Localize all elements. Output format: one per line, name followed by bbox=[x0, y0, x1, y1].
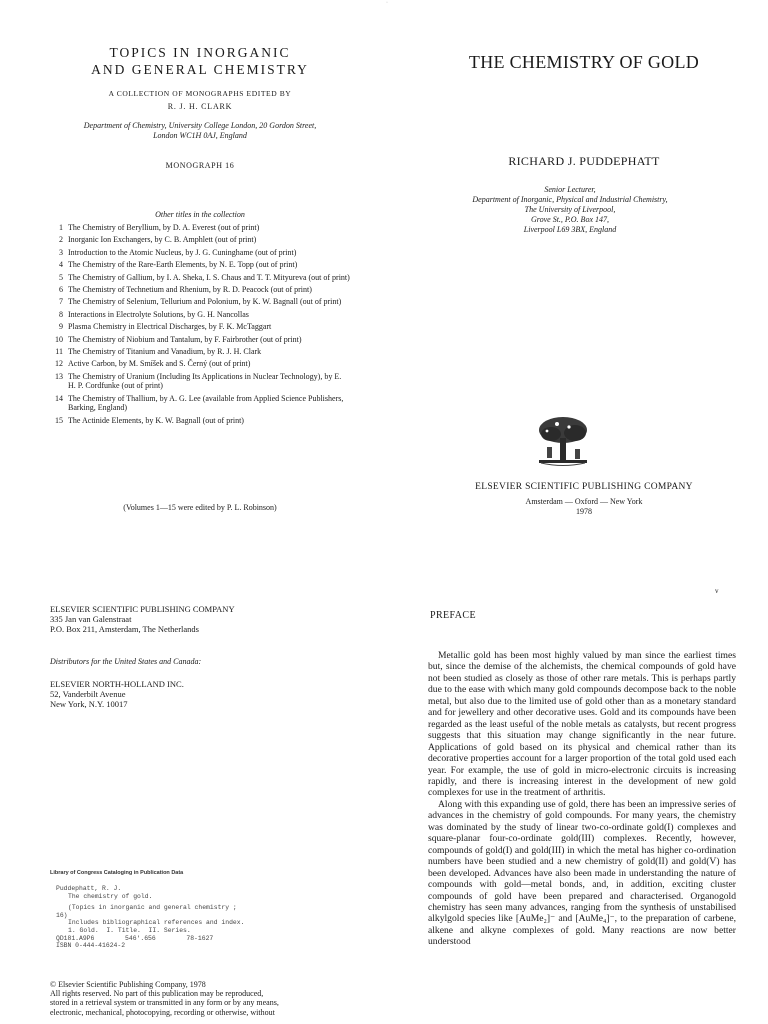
other-title-item bbox=[50, 260, 350, 269]
other-titles-heading: Other titles in the collection bbox=[155, 210, 245, 219]
preface-body bbox=[428, 650, 736, 948]
other-title-text: Interactions in Electrolyte Solutions, by G. H. Nancollas bbox=[68, 309, 249, 319]
publisher-locations: Amsterdam — Oxford — New York 1978 bbox=[525, 497, 643, 516]
other-title-text: The Chemistry of Thallium, by A. G. Lee (available from Applied Science Publishers, Barking, England) bbox=[68, 393, 344, 413]
cip-heading: Library of Congress Cataloging in Publication Data bbox=[50, 870, 184, 876]
scan-mark: · bbox=[386, 0, 388, 6]
monograph-number: MONOGRAPH 16 bbox=[165, 161, 235, 170]
other-title-item bbox=[50, 335, 350, 344]
other-title-item bbox=[50, 223, 350, 232]
series-title: TOPICS IN INORGANIC AND GENERAL CHEMISTRY bbox=[91, 45, 309, 77]
other-title-number: 11 bbox=[55, 347, 63, 357]
other-title-number: 10 bbox=[55, 334, 63, 344]
other-title-number: 8 bbox=[59, 309, 63, 319]
other-title-number: 5 bbox=[59, 272, 63, 282]
other-title-number: 2 bbox=[59, 235, 63, 245]
other-title-number: 9 bbox=[59, 322, 63, 332]
other-title-text: The Chemistry of Gallium, by I. A. Sheka, I. S. Chaus and T. T. Mityureva (out of print) bbox=[68, 272, 350, 282]
copyright-notice: © Elsevier Scientific Publishing Company, 1978 All rights reserved. No part of this publication may be reproduced, stored in a retrieval system or transmitted in any form or by any means, electronic, mechanical, photocopying, recording or otherwise, without bbox=[50, 980, 279, 1017]
book-title: THE CHEMISTRY OF GOLD bbox=[468, 52, 700, 72]
other-title-text: The Chemistry of Niobium and Tantalum, by F. Fairbrother (out of print) bbox=[68, 334, 302, 344]
other-title-number: 15 bbox=[55, 415, 63, 425]
other-title-number: 13 bbox=[55, 371, 63, 381]
other-title-item bbox=[50, 322, 350, 331]
page-number: v bbox=[715, 587, 719, 595]
imprint-publisher-address: ELSEVIER SCIENTIFIC PUBLISHING COMPANY 335 Jan van Galenstraat P.O. Box 211, Amsterdam, The Netherlands bbox=[50, 604, 235, 635]
other-title-item bbox=[50, 394, 350, 413]
other-title-number: 12 bbox=[55, 359, 63, 369]
other-title-item bbox=[50, 372, 350, 391]
other-title-text: The Chemistry of Beryllium, by D. A. Everest (out of print) bbox=[68, 223, 260, 232]
other-title-item bbox=[50, 310, 350, 319]
preface-paragraph-1: Metallic gold has been most highly valued by man since the earliest times but, since the demise of the alchemists, the chemical compounds of gold have not been studied as closely as those of other rare metals. This is perhaps partly due to the ease with which many gold compounds decompose back to the noble metal, but also due to the limited use of gold other than as a monetary standard and for jewellery and other decorative uses. Gold and its compounds have been regarded as the least useful of the noble metals as catalysts, but recent progress suggests that this situation may change significantly in the near future. Applications of gold based on its physical and chemical rather than its decorative properties account for a larger proportion of the total gold used each year. For example, the use of gold in micro-electronic circuits is increasing rapidly, and there is increasing interest in the development of new gold complexes for use in the treatment of arthritis. bbox=[428, 650, 736, 799]
other-title-item bbox=[50, 416, 350, 425]
other-title-text: The Chemistry of Uranium (Including Its Applications in Nuclear Technology), by E. H. P. Cordfunke (out of print) bbox=[68, 371, 342, 391]
other-title-number: 1 bbox=[59, 223, 63, 232]
other-title-item bbox=[50, 347, 350, 356]
other-title-item bbox=[50, 359, 350, 368]
other-title-text: Active Carbon, by M. Smíšek and S. Černý (out of print) bbox=[68, 359, 251, 369]
other-title-number: 3 bbox=[59, 247, 63, 257]
other-title-text: The Chemistry of the Rare-Earth Elements, by N. E. Topp (out of print) bbox=[68, 260, 298, 270]
author-affiliation: Senior Lecturer, Department of Inorganic, Physical and Industrial Chemistry, The University of Liverpool, Grove St., P.O. Box 147, Liverpool L69 3BX, England bbox=[472, 185, 668, 234]
other-title-text: Inorganic Ion Exchangers, by C. B. Amphlett (out of print) bbox=[68, 235, 257, 245]
book-author: RICHARD J. PUDDEPHATT bbox=[508, 154, 660, 168]
other-title-item bbox=[50, 273, 350, 282]
other-title-text: The Chemistry of Titanium and Vanadium, by R. J. H. Clark bbox=[68, 347, 262, 357]
other-title-text: Introduction to the Atomic Nucleus, by J. G. Cuninghame (out of print) bbox=[68, 247, 297, 257]
other-title-number: 7 bbox=[59, 297, 63, 307]
other-title-item bbox=[50, 248, 350, 257]
other-title-text: The Chemistry of Technetium and Rhenium, by R. D. Peacock (out of print) bbox=[68, 285, 312, 295]
other-title-text: The Actinide Elements, by K. W. Bagnall (out of print) bbox=[68, 415, 244, 425]
elsevier-tree-logo-icon bbox=[535, 414, 591, 468]
other-title-number: 4 bbox=[59, 260, 63, 270]
other-titles-list bbox=[50, 223, 350, 428]
other-title-item bbox=[50, 297, 350, 306]
other-title-item bbox=[50, 235, 350, 244]
other-title-number: 6 bbox=[59, 285, 63, 295]
preface-heading: PREFACE bbox=[430, 610, 476, 621]
preface-paragraph-2: Along with this expanding use of gold, there has been an impressive series of advances in the chemistry of gold compounds. For many years, the chemistry was dominated by the study of linear two-co-ordinate gold(I) complexes and square-planar four-co-ordinate gold(III) complexes. Recently, however, compounds of gold(I) and gold(III) in which the metal has higher co-ordination numbers have been studied and a new chemistry of gold(II) and gold(V) has been developed. Advances have also been made in understanding the nature of compounds with gold—metal bonds, and, in addition, exciting cluster compounds of gold have been prepared and characterised. Organogold chemistry has seen many advances, ranging from the synthesis of unstabilised alkylgold species like [AuMe₂]⁻ and [AuMe₄]⁻, to the preparation of carbene, alkene and alkyne complexes of gold. Many reactions are now better understood bbox=[428, 798, 736, 948]
series-editor: R. J. H. CLARK bbox=[167, 102, 233, 111]
series-subtitle: A COLLECTION OF MONOGRAPHS EDITED BY bbox=[108, 89, 292, 98]
title-page-publisher: ELSEVIER SCIENTIFIC PUBLISHING COMPANY bbox=[475, 482, 693, 492]
other-title-item bbox=[50, 285, 350, 294]
other-title-text: The Chemistry of Selenium, Tellurium and Polonium, by K. W. Bagnall (out of print) bbox=[68, 297, 342, 307]
distributors-heading: Distributors for the United States and Canada: bbox=[50, 657, 202, 666]
north-american-publisher: ELSEVIER NORTH-HOLLAND INC. 52, Vanderbilt Avenue New York, N.Y. 10017 bbox=[50, 679, 184, 710]
volumes-note: (Volumes 1—15 were edited by P. L. Robinson) bbox=[123, 503, 277, 512]
editor-department: Department of Chemistry, University College London, 20 Gordon Street, London WC1H 0AJ, England bbox=[83, 121, 317, 140]
cip-record: Puddephatt, R. J. The chemistry of gold. (Topics in inorganic and general chemistry ; 16) Includes bibliographical references and index. 1. Gold. I. Title. II. Series. QD181.A9P6 546'.656 78-1627 ISBN 0-444-41624-2 bbox=[56, 885, 245, 950]
other-title-text: Plasma Chemistry in Electrical Discharges, by F. K. McTaggart bbox=[68, 322, 272, 332]
other-title-number: 14 bbox=[55, 393, 63, 403]
